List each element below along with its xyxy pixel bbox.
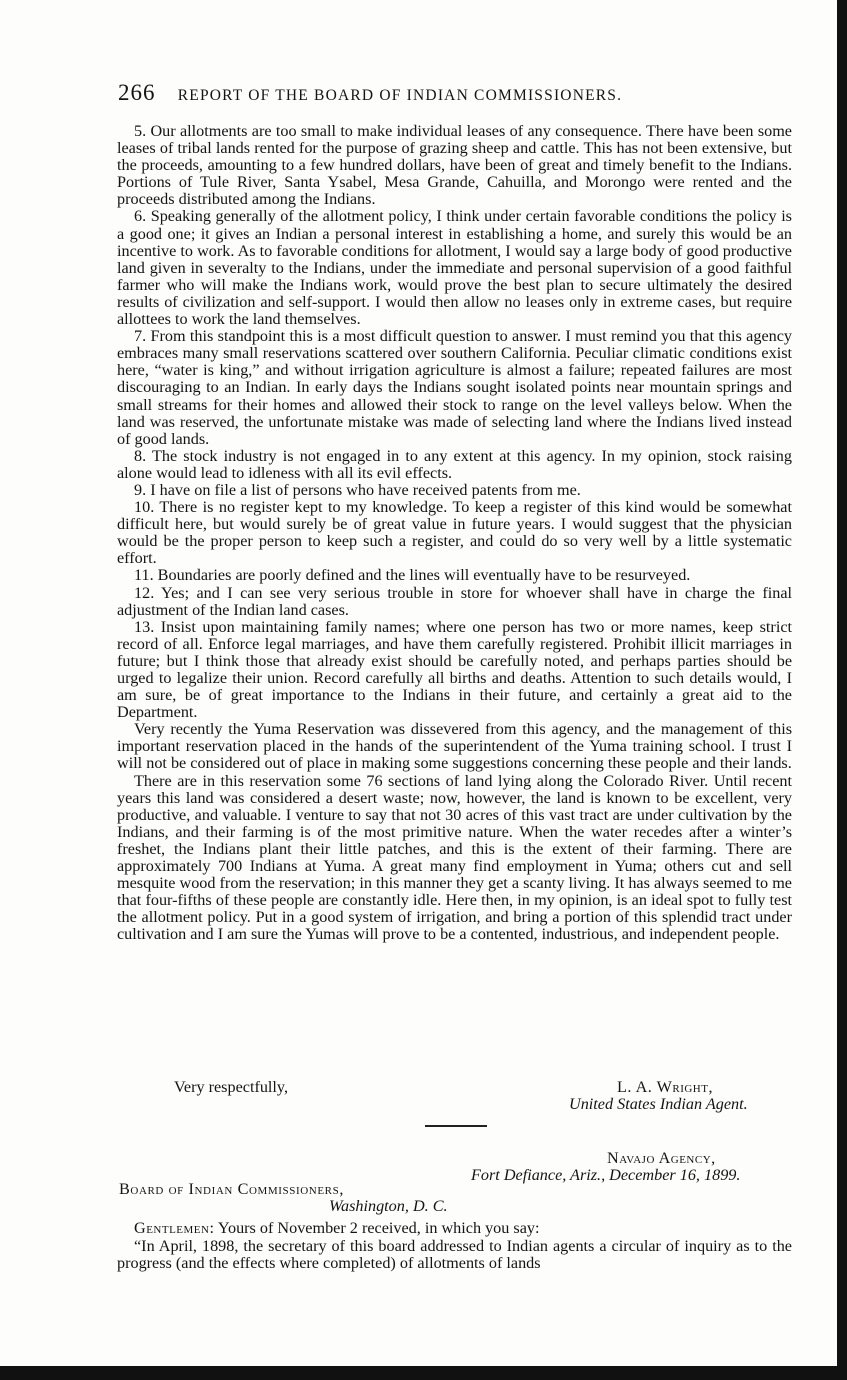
paragraph-item-10: 10. There is no register kept to my knowledge. To keep a register of this kind would be somewhat difficult here, but would surely be of great value in future years. I would suggest that the physician would be the proper person to keep such a register, and could do so very well by a little systematic effort.: [117, 498, 792, 568]
section-divider: [425, 1125, 487, 1127]
letter-addressee: Board of Indian Commissioners,: [119, 1180, 344, 1198]
letter-opening: Yours of November 2 received, in which you say:: [217, 1219, 540, 1237]
signer-name: L. A. Wright,: [617, 1078, 714, 1096]
letter-opening-line: [117, 1220, 792, 1238]
letter-address-city: Washington, D. C.: [329, 1197, 448, 1215]
closing: Very respectfully,: [174, 1078, 289, 1096]
paragraph-item-9: 9. I have on file a list of persons who have received patents from me.: [134, 480, 581, 499]
paragraph-item-6: 6. Speaking generally of the allotment policy, I think under certain favorable conditions the policy is a good one; it gives an Indian a personal interest in establishing a home, and surely this would be an incentive to work. As to favorable conditions for allotment, I would say a large body of good productive land given in severalty to the Indians, under the immediate and personal supervision of a good faithful farmer who will make the Indians work, would prove the best plan to secure ultimately the desired results of civilization and self-support. I would then allow no leases only in extreme cases, but require allottees to work the land themselves.: [117, 207, 792, 329]
report-body: [117, 123, 792, 944]
page-number: 266: [118, 80, 156, 105]
signature-block: [117, 1079, 792, 1119]
scan-edge-bottom: [0, 1366, 847, 1380]
paragraph-item-13: 13. Insist upon maintaining family names; where one person has two or more names, keep strict record of all. Enforce legal marriages, and have them carefully registered. Prohibit illicit marriages in future; but I think those that already exist should be carefully noted, and perhaps parties should be urged to legalize their union. Record carefully all births and deaths. Attention to such details would, I am sure, be of great importance to the Indians in their future, and certainly a great aid to the Department.: [117, 617, 792, 722]
signer-role: United States Indian Agent.: [569, 1095, 748, 1113]
paragraph-item-11: 11. Boundaries are poorly defined and the lines will eventually have to be resurveyed.: [134, 566, 691, 585]
paragraph-item-12: 12. Yes; and I can see very serious trouble in store for whoever shall have in charge the final adjustment of the Indian land cases.: [117, 583, 792, 619]
page-header: [118, 80, 798, 106]
letter-agency: Navajo Agency,: [607, 1149, 716, 1167]
paragraph-item-7: 7. From this standpoint this is a most difficult question to answer. I must remind you that this agency embraces many small reservations scattered over southern California. Peculiar climatic conditions exist here, “water is king,” and without irrigation agriculture is almost a failure; repeated failures are most discouraging to an Indian. In early days the Indians sought isolated points near mountain springs and small streams for their homes and allowed their stock to range on the level valleys below. When the land was reserved, the unfortunate mistake was made of selecting land where the Indians lived instead of good lands.: [117, 327, 792, 448]
scan-edge-right: [837, 0, 847, 1380]
letter-quote: “In April, 1898, the secretary of this board addressed to Indian agents a circular of inquiry as to the progress (and the effects where completed) of allotments of lands: [117, 1236, 792, 1273]
letter-body: [117, 1220, 792, 1273]
paragraph-yuma-lands: There are in this reservation some 76 sections of land lying along the Colorado River. Until recent years this land was considered a desert waste; now, however, the land is known to be excellent, very productive, and valuable. I venture to say that not 30 acres of this vast tract are under cultivation by the Indians, and their farming is of the most primitive nature. When the water recedes after a winter’s freshet, the Indians plant their little patches, and this is the extent of their farming. There are approximately 700 Indians at Yuma. A great many find employment in Yuma; others cut and sell mesquite wood from the reservation; in this manner they get a scanty living. It has always seemed to me that four-fifths of these people are constantly idle. Here then, in my opinion, is an ideal spot to fully test the allotment policy. Put in a good system of irrigation, and bring a portion of this splendid tract under cultivation and I am sure the Yumas will prove to be a contented, industrious, and independent people.: [117, 771, 792, 944]
paragraph-item-5: 5. Our allotments are too small to make individual leases of any consequence. There have been some leases of tribal lands rented for the purpose of grazing sheep and cattle. This has not been extensive, but the proceeds, amounting to a few hundred dollars, have been of great and timely benefit to the Indians. Portions of Tule River, Santa Ysabel, Mesa Grande, Cahuilla, and Morongo were rented and the proceeds distributed among the Indians.: [117, 122, 792, 209]
running-title: REPORT OF THE BOARD OF INDIAN COMMISSIONERS.: [177, 87, 623, 104]
salutation: Gentlemen:: [134, 1219, 215, 1237]
letter-place-date: Fort Defiance, Ariz., December 16, 1899.: [471, 1166, 741, 1184]
paragraph-item-8: 8. The stock industry is not engaged in to any extent at this agency. In my opinion, stock raising alone would lead to idleness with all its evil effects.: [117, 446, 792, 482]
paragraph-yuma-intro: Very recently the Yuma Reservation was dissevered from this agency, and the management of this important reservation placed in the hands of the superintendent of the Yuma training school. I trust I will not be considered out of place in making some suggestions concerning these people and their lands.: [117, 720, 792, 773]
